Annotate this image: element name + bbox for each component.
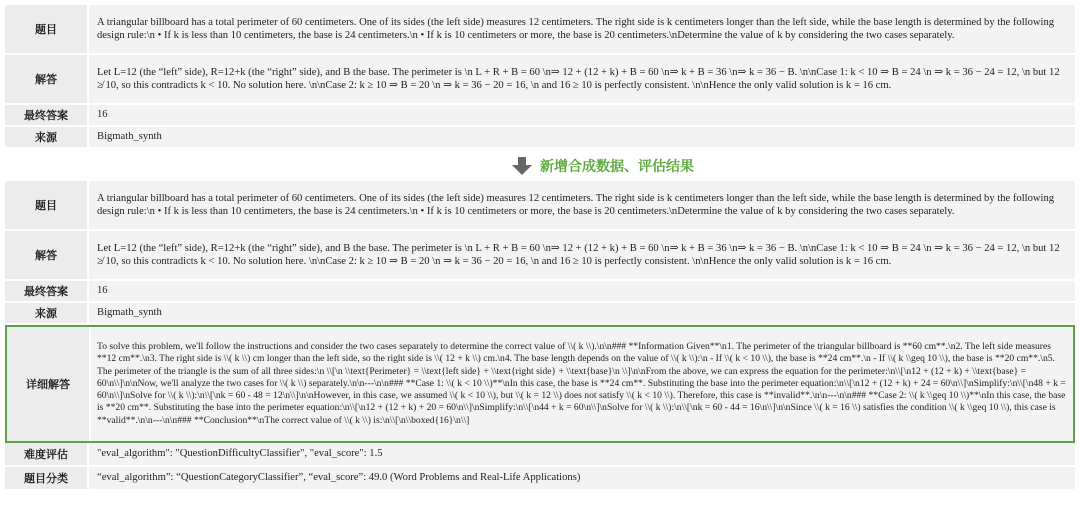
final-answer-text: 16 (97, 109, 108, 121)
row-solution (5, 231, 1075, 281)
row-solution (5, 55, 1075, 105)
row-question (5, 5, 1075, 55)
row-label: 题目分类 (5, 467, 87, 489)
row-label: 来源 (5, 303, 87, 323)
row-label: 题目 (5, 181, 87, 229)
row-value (89, 55, 1075, 103)
divider-label: 新增合成数据、评估结果 (540, 159, 694, 175)
source-text: Bigmath_synth (97, 307, 162, 319)
augmented-record-table (5, 181, 1075, 491)
row-difficulty-eval (5, 443, 1075, 467)
category-eval-text: “eval_algorithm”: “QuestionCategoryClassifier”, “eval_score”: 49.0 (Word Problems and Real-Life Applications) (97, 472, 581, 484)
detailed-solution-text: To solve this problem, we'll follow the instructions and consider the two cases separately to determine the correct value of \\( k \\).\n\n### **Information Given**\n1. The perimeter of the triangular billboard is **60 cm**.\n2. The left side measures **12 cm**.\n3. The right side is \\( k \\) cm longer than the left side, so the right side is \\( 12 + k \\) cm.\n4. The base length depends on the value of \\( k \\):\n - If \\( k < 10 \\), the base is **24 cm**.\n - If \\( k \\geq 10 \\), the base is **20 cm**.\n5. The perimeter of the triangle is the sum of all three sides:\n \\[\n \\text{Perimeter} = \\text{left side} + \\text{right side} + \\text{base}\n \\]\n\nFrom the above, we can express the equation for the perimeter:\n\\[\n12 + (12 + k) + \\text{base} = 60\n\\]\n\nNow, we'll analyze the two cases for \\( k \\) separately.\n\n---\n\n### **Case 1: \\( k < 10 \\)**\nIn this case, the base is **24 cm**. Substituting the base into the perimeter equation:\n\\[\n12 + (12 + k) + 24 = 60\n\\]\nSimplify:\n\\[\n48 + k = 60\n\\]\nSolve for \\( k \\):\n\\[\nk = 60 - 48 = 12\n\\]\n\nHowever, in this case, we assumed \\( k < 10 \\), but \\( k = 12 \\) does not satisfy \\( k < 10 \\). Therefore, this case is **invalid**.\n\n---\n\n### **Case 2: \\( k \\geq 10 \\)**\nIn this case, the base is **20 cm**. Substituting the base into the perimeter equation:\n\\[\n12 + (12 + k) + 20 = 60\n\\]\nSimplify:\n\\[\n44 + k = 60\n\\]\nSolve for \\( k \\):\n\\[\nk = 60 - 44 = 16\n\\]\n\nSince \\( k = 16 \\) satisfies the condition \\( k \\geq 10 \\), this case is **valid**.\n\n---\n\n### **Conclusion**\nThe correct value of \\( k \\) is:\n\\[\n\\boxed{16}\n\\] (97, 340, 1066, 426)
question-text: A triangular billboard has a total perimeter of 60 centimeters. One of its sides (the left side) measures 12 centimeters. The right side is k centimeters longer than the left side, while the base length is determined by the following design rule:\n • If k is less than 10 centimeters, the base is 24 centimeters.\n • If k is 10 centimeters or more, the base is 20 centimeters.\nDetermine the value of k by considering the two cases separately. (97, 192, 1055, 217)
row-value (89, 467, 1075, 489)
section-divider (512, 156, 694, 176)
final-answer-text: 16 (97, 285, 108, 297)
source-text: Bigmath_synth (97, 131, 162, 143)
solution-text: Let L=12 (the “left” side), R=12+k (the “right” side), and B the base. The perimeter is \n L + R + B = 60 \n⇒ 12 + (12 + k) + B = 60 \n⇒ k + B = 36 \n⇒ k = 36 − B. \n\nCase 1: k < 10 ⇒ B = 24 \n ⇒ k = 36 − 24 = 12, \n but 12 ≱ 10, so this contradicts k < 10. No solution here. \n\nCase 2: k ≥ 10 ⇒ B = 20 \n ⇒ k = 36 − 20 = 16, \n and 16 ≥ 10 is perfectly consistent. \n\nHence the only valid solution is k = 16 cm. (97, 242, 1060, 267)
row-label: 详细解答 (7, 327, 89, 441)
row-detailed-solution (5, 325, 1075, 443)
row-label: 最终答案 (5, 105, 87, 125)
row-final-answer (5, 281, 1075, 303)
row-value (91, 327, 1073, 441)
question-text: A triangular billboard has a total perimeter of 60 centimeters. One of its sides (the left side) measures 12 centimeters. The right side is k centimeters longer than the left side, while the base length is determined by the following design rule:\n • If k is less than 10 centimeters, the base is 24 centimeters.\n • If k is 10 centimeters or more, the base is 20 centimeters.\nDetermine the value of k by considering the two cases separately. (97, 16, 1055, 41)
row-label: 解答 (5, 231, 87, 279)
difficulty-eval-text: "eval_algorithm": "QuestionDifficultyClassifier", "eval_score": 1.5 (97, 448, 383, 460)
down-arrow-icon (512, 157, 532, 175)
original-record-table (5, 5, 1075, 149)
row-value (89, 127, 1075, 147)
row-question (5, 181, 1075, 231)
row-source (5, 127, 1075, 149)
row-final-answer (5, 105, 1075, 127)
row-label: 来源 (5, 127, 87, 147)
solution-text: Let L=12 (the “left” side), R=12+k (the “right” side), and B the base. The perimeter is \n L + R + B = 60 \n⇒ 12 + (12 + k) + B = 60 \n⇒ k + B = 36 \n⇒ k = 36 − B. \n\nCase 1: k < 10 ⇒ B = 24 \n ⇒ k = 36 − 24 = 12, \n but 12 ≱ 10, so this contradicts k < 10. No solution here. \n\nCase 2: k ≥ 10 ⇒ B = 20 \n ⇒ k = 36 − 20 = 16, \n and 16 ≥ 10 is perfectly consistent. \n\nHence the only valid solution is k = 16 cm. (97, 66, 1060, 91)
row-value (89, 181, 1075, 229)
row-value (89, 443, 1075, 465)
row-source (5, 303, 1075, 325)
row-value (89, 231, 1075, 279)
row-value (89, 105, 1075, 125)
row-value (89, 303, 1075, 323)
row-label: 最终答案 (5, 281, 87, 301)
row-value (89, 281, 1075, 301)
row-label: 题目 (5, 5, 87, 53)
row-value (89, 5, 1075, 53)
row-category-eval (5, 467, 1075, 491)
row-label: 解答 (5, 55, 87, 103)
row-label: 难度评估 (5, 443, 87, 465)
